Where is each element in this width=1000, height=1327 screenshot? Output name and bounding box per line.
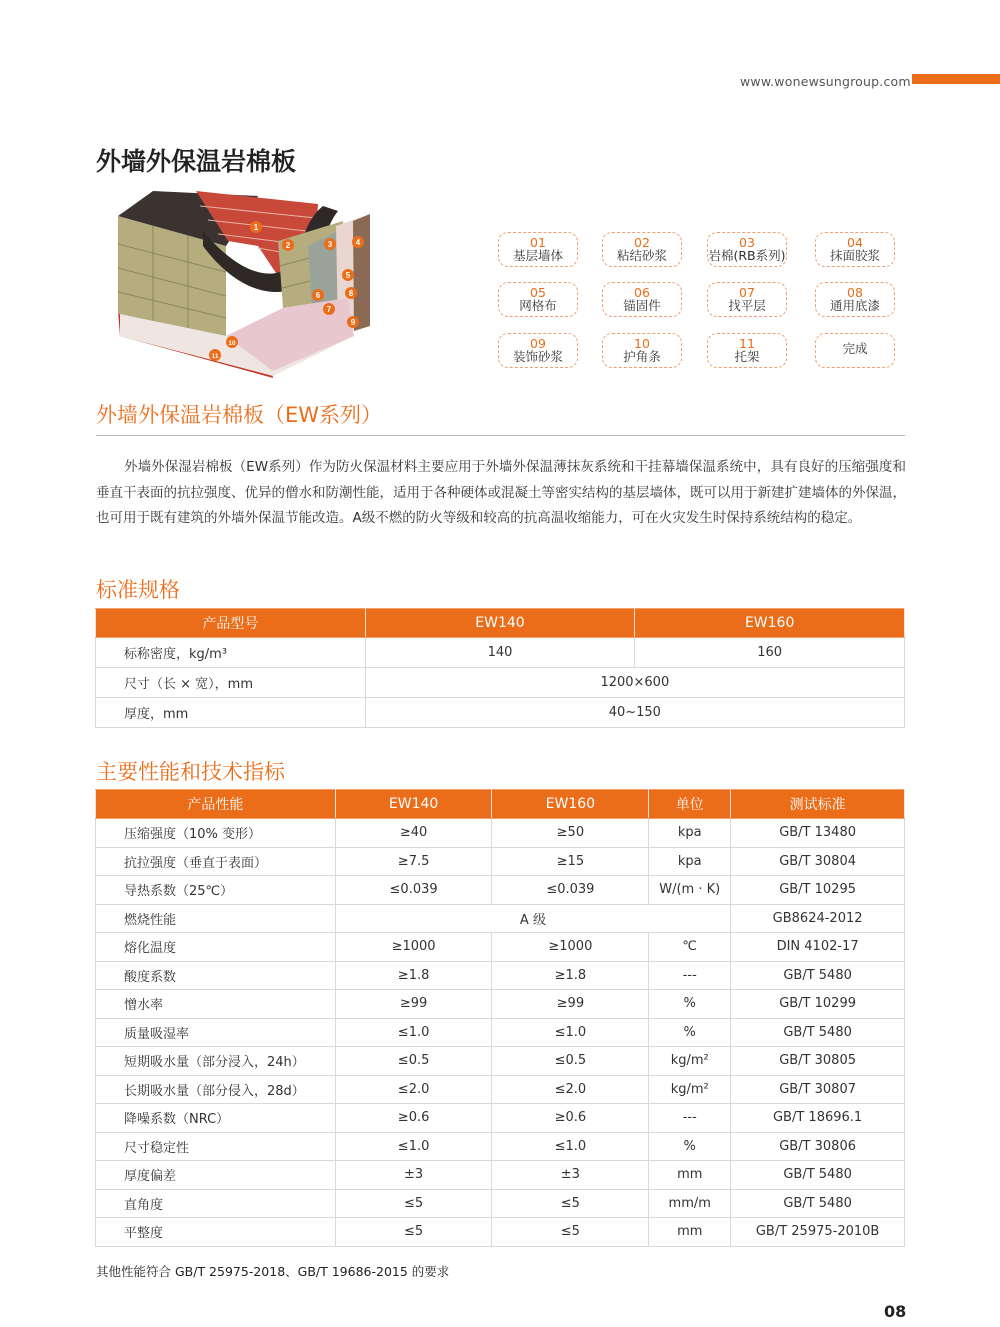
marker-5 <box>342 269 354 281</box>
property-value: mm <box>649 1161 731 1190</box>
table-row <box>96 990 905 1019</box>
svg-text:7: 7 <box>326 305 332 314</box>
layer-label: 通用底漆 <box>829 298 880 314</box>
table-row <box>96 904 905 933</box>
property-value: ≤5 <box>335 1218 492 1247</box>
perf-header-property: 产品性能 <box>96 790 336 819</box>
property-value: A 级 <box>335 904 730 933</box>
property-label: 酸度系数 <box>96 961 336 990</box>
layer-item <box>602 232 682 267</box>
table-row <box>96 933 905 962</box>
property-value: ≥40 <box>335 819 492 848</box>
property-value: GB/T 13480 <box>731 819 905 848</box>
layer-item <box>602 282 682 317</box>
property-value: ≤0.039 <box>492 876 649 905</box>
section-divider <box>96 435 905 436</box>
svg-text:3: 3 <box>327 240 333 249</box>
property-label: 压缩强度（10% 变形） <box>96 819 336 848</box>
property-value: ≥99 <box>335 990 492 1019</box>
svg-text:5: 5 <box>345 271 351 280</box>
marker-8 <box>345 287 357 299</box>
property-value: GB8624-2012 <box>731 904 905 933</box>
property-value: ≤2.0 <box>492 1075 649 1104</box>
property-value: % <box>649 990 731 1019</box>
property-value: ≤1.0 <box>492 1018 649 1047</box>
property-value: GB/T 5480 <box>731 1161 905 1190</box>
property-value: GB/T 25975-2010B <box>731 1218 905 1247</box>
perf-header-unit: 单位 <box>649 790 731 819</box>
property-value: --- <box>649 961 731 990</box>
property-value: ≥1000 <box>335 933 492 962</box>
property-value: kpa <box>649 847 731 876</box>
marker-3 <box>324 238 336 250</box>
spec-section-title: 标准规格 <box>96 578 180 602</box>
layer-number: 09 <box>530 336 546 351</box>
marker-2 <box>282 239 294 251</box>
property-value: ≤5 <box>335 1189 492 1218</box>
layer-label: 粘结砂浆 <box>616 248 667 264</box>
table-row <box>96 819 905 848</box>
marker-11 <box>209 349 221 361</box>
property-value: ≥99 <box>492 990 649 1019</box>
property-value: ≤1.0 <box>492 1132 649 1161</box>
property-value: ≥1000 <box>492 933 649 962</box>
layer-item-finish <box>815 333 895 368</box>
spec-value: 140 <box>365 638 635 668</box>
property-value: kg/m² <box>649 1075 731 1104</box>
property-value: ±3 <box>335 1161 492 1190</box>
header-accent-bar <box>912 74 1000 84</box>
layer-number: 06 <box>634 285 650 300</box>
website-url: www.wonewsungroup.com <box>740 74 911 89</box>
property-label: 憎水率 <box>96 990 336 1019</box>
layer-label: 岩棉(RB系列) <box>708 248 786 264</box>
layer-item <box>602 333 682 368</box>
property-value: mm <box>649 1218 731 1247</box>
table-row <box>96 876 905 905</box>
layer-item <box>498 232 578 267</box>
property-value: % <box>649 1018 731 1047</box>
property-value: ≥1.8 <box>335 961 492 990</box>
product-description: 外墙外保湿岩棉板（EW系列）作为防火保温材料主要应用于外墙外保温薄抹灰系统和干挂幕墙保温系统中，具有良好的压缩强度和垂直干表面的抗拉强度、优异的僧水和防潮性能，适用于各种硬体或混凝土等密实结构的基层墙体，既可以用于新建扩建墙体的外保温，也可用于既有建筑的外墙外保温节能改造。A级不燃的防火等级和较高的抗高温收缩能力，可在火灾发生时保持系统结构的稳定。 <box>96 459 906 526</box>
property-value: ≤0.039 <box>335 876 492 905</box>
property-value: ℃ <box>649 933 731 962</box>
table-row <box>96 668 905 698</box>
spec-table <box>95 608 905 728</box>
layer-item <box>498 282 578 317</box>
layer-label: 基层墙体 <box>512 248 563 264</box>
spec-label: 尺寸（长 × 宽），mm <box>96 668 366 698</box>
table-row <box>96 847 905 876</box>
table-row <box>96 638 905 668</box>
marker-10 <box>226 336 238 348</box>
layer-item <box>815 282 895 317</box>
marker-6 <box>312 289 324 301</box>
property-label: 降噪系数（NRC） <box>96 1104 336 1133</box>
spec-label: 标称密度，kg/m³ <box>96 638 366 668</box>
wall-system-illustration <box>108 186 376 378</box>
property-label: 平整度 <box>96 1218 336 1247</box>
layer-number: 08 <box>847 285 863 300</box>
property-value: GB/T 18696.1 <box>731 1104 905 1133</box>
layer-item <box>815 232 895 267</box>
property-value: GB/T 30805 <box>731 1047 905 1076</box>
svg-text:4: 4 <box>355 238 361 247</box>
property-value: mm/m <box>649 1189 731 1218</box>
svg-text:2: 2 <box>285 241 291 250</box>
layer-label: 托架 <box>734 349 760 365</box>
svg-text:11: 11 <box>211 353 219 360</box>
layer-number: 04 <box>847 235 863 250</box>
layer-label: 装饰砂浆 <box>512 349 563 365</box>
property-value: GB/T 30807 <box>731 1075 905 1104</box>
property-value: kg/m² <box>649 1047 731 1076</box>
property-value: GB/T 5480 <box>731 961 905 990</box>
layer-number: 10 <box>634 336 650 351</box>
table-row <box>96 1189 905 1218</box>
property-value: kpa <box>649 819 731 848</box>
property-value: ≥1.8 <box>492 961 649 990</box>
property-value: ≤5 <box>492 1218 649 1247</box>
property-value: GB/T 5480 <box>731 1018 905 1047</box>
spec-value: 1200×600 <box>365 668 904 698</box>
table-row <box>96 1161 905 1190</box>
property-value: ±3 <box>492 1161 649 1190</box>
layer-number: 11 <box>739 336 755 351</box>
table-row <box>96 961 905 990</box>
property-label: 抗拉强度（垂直于表面） <box>96 847 336 876</box>
property-value: ≤1.0 <box>335 1018 492 1047</box>
performance-table <box>95 789 905 1247</box>
layer-item <box>707 232 787 267</box>
layer-label: 抹面胶浆 <box>829 248 880 264</box>
property-value: W/(m · K) <box>649 876 731 905</box>
spec-header-ew160: EW160 <box>635 609 905 638</box>
layer-item <box>707 282 787 317</box>
property-value: GB/T 10299 <box>731 990 905 1019</box>
layer-label: 护角条 <box>623 349 661 365</box>
property-value: ≥15 <box>492 847 649 876</box>
page-title: 外墙外保温岩棉板 <box>96 147 297 176</box>
table-row <box>96 1104 905 1133</box>
page-number: 08 <box>884 1302 907 1321</box>
spec-header-ew140: EW140 <box>365 609 635 638</box>
footnote: 其他性能符合 GB/T 25975-2018、GB/T 19686-2015 的要求 <box>96 1264 450 1279</box>
svg-text:6: 6 <box>315 291 321 300</box>
perf-header-ew160: EW160 <box>492 790 649 819</box>
property-value: ≤0.5 <box>335 1047 492 1076</box>
property-value: GB/T 30806 <box>731 1132 905 1161</box>
property-label: 短期吸水量（部分浸入，24h） <box>96 1047 336 1076</box>
property-label: 导热系数（25℃） <box>96 876 336 905</box>
spec-value: 160 <box>635 638 905 668</box>
property-label: 质量吸湿率 <box>96 1018 336 1047</box>
spec-label: 厚度，mm <box>96 698 366 728</box>
table-row <box>96 1047 905 1076</box>
property-value: ≤5 <box>492 1189 649 1218</box>
layer-number: 02 <box>634 235 650 250</box>
property-value: ≤0.5 <box>492 1047 649 1076</box>
property-value: % <box>649 1132 731 1161</box>
property-value: ≤1.0 <box>335 1132 492 1161</box>
layer-legend <box>498 232 898 372</box>
property-value: --- <box>649 1104 731 1133</box>
property-value: GB/T 5480 <box>731 1189 905 1218</box>
marker-9 <box>347 316 359 328</box>
property-label: 直角度 <box>96 1189 336 1218</box>
table-row <box>96 698 905 728</box>
property-value: DIN 4102-17 <box>731 933 905 962</box>
perf-header-ew140: EW140 <box>335 790 492 819</box>
property-value: ≤2.0 <box>335 1075 492 1104</box>
perf-header-standard: 测试标准 <box>731 790 905 819</box>
property-value: GB/T 10295 <box>731 876 905 905</box>
performance-section-title: 主要性能和技术指标 <box>96 760 285 784</box>
layer-label: 锚固件 <box>623 298 661 314</box>
layer-label: 找平层 <box>728 298 766 314</box>
layer-number: 01 <box>530 235 546 250</box>
spec-value: 40~150 <box>365 698 904 728</box>
layer-label: 网格布 <box>519 298 557 314</box>
marker-4 <box>352 236 364 248</box>
property-label: 厚度偏差 <box>96 1161 336 1190</box>
product-title: 外墙外保温岩棉板（EW系列） <box>96 403 383 427</box>
property-label: 熔化温度 <box>96 933 336 962</box>
property-value: ≥50 <box>492 819 649 848</box>
spec-header-model: 产品型号 <box>96 609 366 638</box>
property-label: 尺寸稳定性 <box>96 1132 336 1161</box>
marker-1 <box>250 221 262 233</box>
property-label: 长期吸水量（部分侵入，28d） <box>96 1075 336 1104</box>
svg-text:8: 8 <box>348 289 354 298</box>
table-row <box>96 1132 905 1161</box>
marker-7 <box>323 303 335 315</box>
layer-number: 03 <box>739 235 755 250</box>
layer-item <box>707 333 787 368</box>
svg-text:9: 9 <box>350 318 356 327</box>
property-value: ≥7.5 <box>335 847 492 876</box>
layer-number: 07 <box>739 285 755 300</box>
layer-item <box>498 333 578 368</box>
property-value: ≥0.6 <box>492 1104 649 1133</box>
table-row <box>96 1018 905 1047</box>
table-row <box>96 1218 905 1247</box>
layer-number: 05 <box>530 285 546 300</box>
svg-text:10: 10 <box>228 340 236 347</box>
property-value: ≥0.6 <box>335 1104 492 1133</box>
svg-text:1: 1 <box>253 223 259 232</box>
table-row <box>96 1075 905 1104</box>
layer-label: 完成 <box>842 341 868 356</box>
property-value: GB/T 30804 <box>731 847 905 876</box>
property-label: 燃烧性能 <box>96 904 336 933</box>
